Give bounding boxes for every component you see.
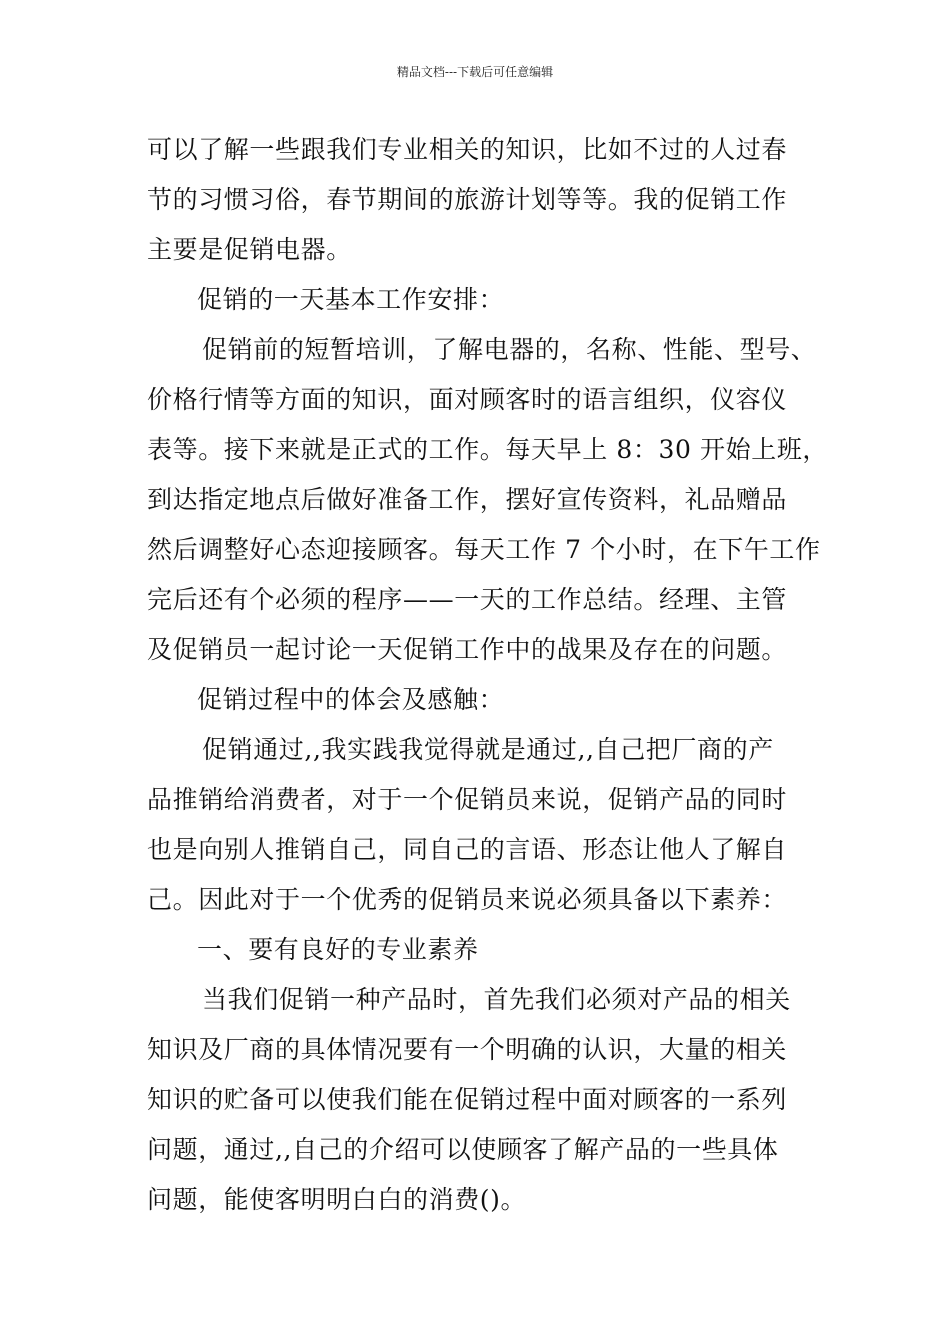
text-line: 问题，能使客明明白白的消费()。 <box>147 1185 527 1214</box>
text-line: 己。因此对于一个优秀的促销员来说必须具备以下素养： <box>147 885 788 914</box>
text-line: 及促销员一起讨论一天促销工作中的战果及存在的问题。 <box>147 635 788 664</box>
text-line: 促销通过,,我实践我觉得就是通过,,自己把厂商的产 <box>202 735 774 764</box>
text-line: 完后还有个必须的程序——一天的工作总结。经理、主管 <box>147 585 788 614</box>
text-line: 然后调整好心态迎接顾客。每天工作 7 个小时，在下午工作 <box>147 535 821 564</box>
document-body <box>147 125 827 1225</box>
page-header: 精品文档---下载后可任意编辑 <box>396 65 554 79</box>
section-heading: 促销的一天基本工作安排： <box>197 285 505 314</box>
text-line: 到达指定地点后做好准备工作，摆好宣传资料，礼品赠品 <box>147 485 788 514</box>
text-line: 问题，通过,,自己的介绍可以使顾客了解产品的一些具体 <box>147 1135 779 1164</box>
text-line: 品推销给消费者，对于一个促销员来说，促销产品的同时 <box>147 785 788 814</box>
text-line: 知识的贮备可以使我们能在促销过程中面对顾客的一系列 <box>147 1085 788 1114</box>
text-line: 知识及厂商的具体情况要有一个明确的认识，大量的相关 <box>147 1035 788 1064</box>
text-line: 节的习惯习俗，春节期间的旅游计划等等。我的促销工作 <box>147 185 788 214</box>
text-line: 促销前的短暂培训，了解电器的，名称、性能、型号、 <box>202 335 817 364</box>
text-line: 主要是促销电器。 <box>147 235 352 264</box>
text-line: 也是向别人推销自己，同自己的言语、形态让他人了解自 <box>147 835 788 864</box>
text-line: 当我们促销一种产品时，首先我们必须对产品的相关 <box>202 985 791 1014</box>
text-line: 表等。接下来就是正式的工作。每天早上 8：30 开始上班， <box>147 435 829 464</box>
section-heading: 促销过程中的体会及感触： <box>197 685 505 714</box>
section-heading: 一、要有良好的专业素养 <box>197 935 479 964</box>
text-line: 可以了解一些跟我们专业相关的知识，比如不过的人过春 <box>147 135 788 164</box>
text-line: 价格行情等方面的知识，面对顾客时的语言组织，仪容仪 <box>147 385 788 414</box>
